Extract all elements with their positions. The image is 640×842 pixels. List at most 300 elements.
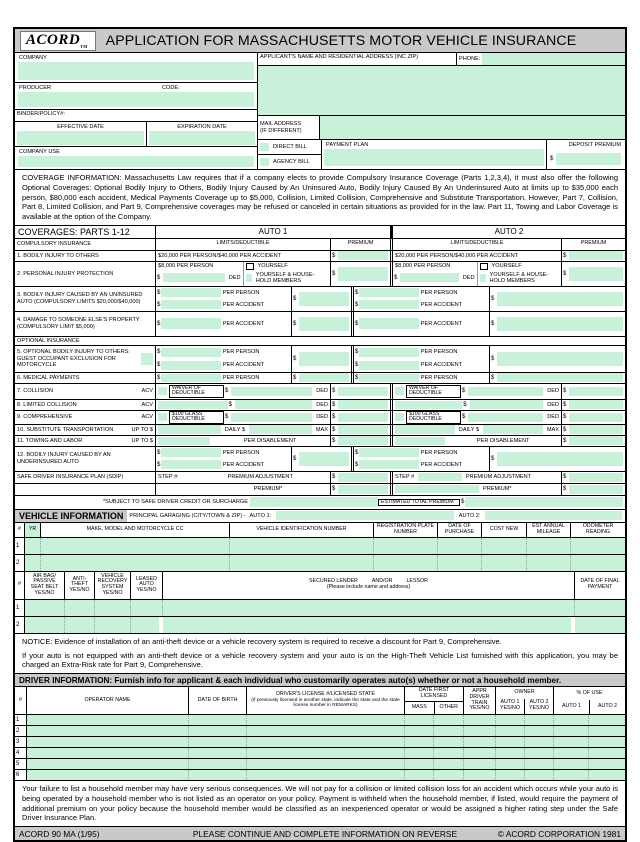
driver1-name-field[interactable] xyxy=(27,715,189,725)
dollar-sign: $ xyxy=(157,349,161,356)
dollar-sign: $ xyxy=(332,474,336,481)
vehicle1-year-field[interactable] xyxy=(25,538,41,554)
deposit-premium-label: DEPOSIT PREMIUM xyxy=(568,142,621,148)
vehicle1-odometer-field[interactable] xyxy=(571,538,625,554)
owner-auto1-label: AUTO 1 xyxy=(500,699,520,706)
auto2-total-premium-field[interactable] xyxy=(569,485,623,494)
sdip-auto2-adjustment-field[interactable] xyxy=(569,473,623,482)
part6-auto1-premium-field[interactable] xyxy=(299,373,349,382)
driver4-use-auto2-field[interactable] xyxy=(589,748,625,758)
part1-label: 1. BODILY INJURY TO OTHERS xyxy=(15,251,156,261)
part7-auto1-premium-field[interactable] xyxy=(338,387,388,396)
driver1-owner-auto2-field[interactable] xyxy=(525,715,554,725)
part12-label: 12. BODILY INJURY CAUSED BY AN UNDERINSURED AUTO xyxy=(15,447,156,471)
driver-information-section xyxy=(15,674,625,826)
part5-motorcycle-checkbox[interactable] xyxy=(141,353,153,365)
dollar-sign: $ xyxy=(355,320,359,327)
part12-auto2-premium-field[interactable] xyxy=(497,452,623,466)
vehicle2-anti-theft-field[interactable] xyxy=(65,617,95,633)
dollar-sign: $ xyxy=(157,362,161,369)
owner-header: OWNER xyxy=(514,688,535,695)
auto2-premium-header: PREMIUM xyxy=(580,240,607,247)
driver5-mass-field[interactable] xyxy=(405,759,434,769)
part12-auto1-peraccident-field[interactable] xyxy=(161,460,220,469)
part6-auto2-premium-field[interactable] xyxy=(497,373,623,382)
driver1-mass-field[interactable] xyxy=(405,715,434,725)
dollar-sign: $ xyxy=(563,388,567,395)
auto2-premium-star-field[interactable] xyxy=(395,485,479,493)
owner-auto2-header xyxy=(525,699,553,714)
optional-insurance-label: OPTIONAL INSURANCE xyxy=(15,337,625,346)
waiver-of-deductible-box[interactable]: WAIVER OF DEDUCTIBLE xyxy=(406,385,461,398)
expiration-date-field[interactable] xyxy=(149,131,255,145)
birth-date-header: DATE OF BIRTH xyxy=(189,687,247,714)
part8-auto2-deductible-field[interactable] xyxy=(470,400,544,409)
auto2-limits-header: LIMITS/DEDUCTIBLE xyxy=(390,239,562,250)
driver5-training-field[interactable] xyxy=(464,759,496,769)
part9-auto2-premium-field[interactable] xyxy=(569,413,623,422)
vehicle1-vin-field[interactable] xyxy=(230,538,374,554)
acv-label: ACV xyxy=(141,388,153,395)
part4-auto1-premium-field[interactable] xyxy=(299,317,349,331)
driver3-mass-field[interactable] xyxy=(405,737,434,747)
per-person-label: PER PERSON xyxy=(222,289,260,296)
driver1-dob-field[interactable] xyxy=(189,715,247,725)
sdip-auto2-step-label: STEP # xyxy=(395,474,415,481)
part1-auto2-premium-field[interactable] xyxy=(569,251,623,260)
part7-auto2-deductible-field[interactable] xyxy=(468,387,543,396)
ded-label: DED xyxy=(462,274,475,281)
coverages-table xyxy=(15,226,625,510)
phone-field[interactable] xyxy=(482,53,625,65)
part7-auto1-checkbox[interactable] xyxy=(158,387,167,395)
household-member-warning: Your failure to list a household member may have very serious consequences. We will not pay for a collision or limited collision loss for an accident which occurs while your auto is being operated by a household member who is not listed as an operator on your policy. Payment is withheld when the household member, if listed, would require the payment of additional premium on your policy because the household member would be classified as an inexperienced operator or would be assigned a higher rating step under the Safe Driver Insurance Plan. xyxy=(22,784,618,823)
part11-auto2-premium-field[interactable] xyxy=(569,436,623,445)
driver1-license-field[interactable] xyxy=(247,715,405,725)
part7-auto2-checkbox[interactable] xyxy=(395,387,404,395)
driver4-owner-auto2-field[interactable] xyxy=(525,748,554,758)
part8-auto1-deductible-field[interactable] xyxy=(235,400,312,409)
direct-bill-label: DIRECT BILL xyxy=(273,143,307,150)
driver4-other-field[interactable] xyxy=(434,748,464,758)
vehicle-make-header: MAKE, MODEL AND MOTORCYCLE CC xyxy=(41,523,230,537)
driver3-use-auto2-field[interactable] xyxy=(589,737,625,747)
driver-row-number: 1 xyxy=(15,715,27,725)
payment-plan-field[interactable] xyxy=(324,149,544,166)
driver2-training-field[interactable] xyxy=(464,726,496,736)
part3-auto2-perperson-field[interactable] xyxy=(359,288,418,297)
direct-bill-checkbox[interactable] xyxy=(260,143,269,151)
sdip-label: SAFE DRIVER INSURANCE PLAN (SDIP) xyxy=(15,472,156,483)
part4-auto2-peraccident-field[interactable] xyxy=(359,318,418,329)
driver2-dob-field[interactable] xyxy=(189,726,247,736)
per-person-label: PER PERSON xyxy=(222,349,260,356)
per-person-label: PER PERSON xyxy=(222,449,260,456)
vehicle-information-section xyxy=(15,510,625,674)
dollar-sign: $ xyxy=(355,362,359,369)
driver4-use-auto1-field[interactable] xyxy=(554,748,589,758)
max-label: MAX xyxy=(546,426,560,433)
driver-row-number: 5 xyxy=(15,759,27,769)
driver1-use-auto2-field[interactable] xyxy=(589,715,625,725)
dollar-sign: $ xyxy=(332,414,336,421)
part12-auto2-perperson-field[interactable] xyxy=(359,448,418,457)
driver2-use-auto1-field[interactable] xyxy=(554,726,589,736)
coverages-title: COVERAGES: PARTS 1-12 xyxy=(15,226,156,238)
part8-auto2-field[interactable] xyxy=(395,401,462,409)
sdip-auto2-step-field[interactable] xyxy=(418,473,462,481)
part6-auto1-perperson-field[interactable] xyxy=(161,374,220,382)
vehicle1-airbag-field[interactable] xyxy=(25,600,65,616)
dollar-sign: $ xyxy=(157,461,161,468)
waiver-of-deductible-box[interactable]: WAIVER OF DEDUCTIBLE xyxy=(169,385,224,398)
dollar-sign: $ xyxy=(355,461,359,468)
part9-auto1-deductible-field[interactable] xyxy=(231,413,312,422)
part10-auto2-max-field[interactable] xyxy=(483,425,543,434)
driver1-training-field[interactable] xyxy=(464,715,496,725)
part11-auto2-field[interactable] xyxy=(395,437,445,445)
driver3-use-auto1-field[interactable] xyxy=(554,737,589,747)
part12-auto2-peraccident-field[interactable] xyxy=(359,460,418,469)
dollar-sign: $ xyxy=(563,401,567,408)
garaging-auto2-field[interactable] xyxy=(485,511,622,520)
part5-auto2-perperson-field[interactable] xyxy=(359,348,418,357)
driver3-dob-field[interactable] xyxy=(189,737,247,747)
dollar-sign: $ xyxy=(563,486,567,493)
effective-date-field[interactable] xyxy=(17,131,144,145)
part7-auto2-premium-field[interactable] xyxy=(569,387,623,396)
part7-auto1-deductible-field[interactable] xyxy=(231,387,312,396)
driver3-owner-auto1-field[interactable] xyxy=(496,737,525,747)
ded-label: DED xyxy=(228,274,241,281)
sdip-auto1-adjustment-field[interactable] xyxy=(338,473,388,482)
part10-auto1-daily-field[interactable] xyxy=(158,425,221,434)
driver1-other-field[interactable] xyxy=(434,715,464,725)
dollar-sign: $ xyxy=(332,437,336,444)
part2-auto1-deductible-field[interactable] xyxy=(163,273,224,282)
vehicle2-vin-field[interactable] xyxy=(230,555,374,571)
part1-auto1-limits: $20,000 PER PERSON/$40,000 PER ACCIDENT xyxy=(156,251,331,261)
coverage-information-paragraph: COVERAGE INFORMATION: Massachusetts Law requires that if a company elects to provide Compulsory Insurance Coverage (Parts 1,2,3,4), it must also offer the following Optional Coverages: Optional Bodily Injury to Others, Bodily Injury Caused by An Uninsured Auto, Bodily Injury Caused By An Underinsured Auto at limits up to $35,000 each person, $80,000 each accident, Medical Payments Coverage up to $5,000, Collision, Limited Collision, Comprehensive and Substitute Transportation. However, Part 7, Collision, Part 8, Limited Collision, and Part 9, Comprehensive coverages may be refused or canceled in certain situations as provided for in the law. Part 11, Towing and Labor Coverage is available at the option of the Company. xyxy=(15,170,625,226)
driver3-other-field[interactable] xyxy=(434,737,464,747)
vehicle1-anti-theft-field[interactable] xyxy=(65,600,95,616)
driver4-name-field[interactable] xyxy=(27,748,189,758)
driver5-name-field[interactable] xyxy=(27,759,189,769)
part10-auto2-premium-field[interactable] xyxy=(569,425,623,434)
part5-auto2-premium-field[interactable] xyxy=(497,352,623,366)
vehicle-mileage-header: EST ANNUAL MILEAGE xyxy=(527,523,571,537)
mail-address-label-line1: MAIL ADDRESS xyxy=(260,121,302,128)
vehicle2-final-payment-field[interactable] xyxy=(575,617,625,633)
part2-auto2-deductible-field[interactable] xyxy=(400,273,458,282)
part5-auto1-perperson-field[interactable] xyxy=(161,348,220,357)
dollar-sign: $ xyxy=(332,486,336,493)
part12-auto1-perperson-field[interactable] xyxy=(161,448,220,457)
dollar-sign: $ xyxy=(332,270,336,277)
driver-row-number: 4 xyxy=(15,748,27,758)
part2-auto1-yourself-checkbox[interactable] xyxy=(246,263,254,270)
driver4-owner-auto1-field[interactable] xyxy=(496,748,525,758)
driver-row-number: 3 xyxy=(15,737,27,747)
vehicle2-make-field[interactable] xyxy=(41,555,230,571)
premium-adjustment-label: PREMIUM ADJUSTMENT xyxy=(465,474,532,481)
vehicle-purchase-date-header: DATE OF PURCHASE xyxy=(438,523,482,537)
dollar-sign: $ xyxy=(462,414,466,421)
part2-auto2-8000-label: $8,000 PER PERSON xyxy=(395,262,451,269)
household-label: YOURSELF & HOUSE-HOLD MEMBERS xyxy=(255,271,315,285)
part12-auto1-premium-field[interactable] xyxy=(299,452,349,466)
anti-theft-notice: NOTICE: Evidence of installation of an anti-theft device or a vehicle recovery system is required to receive a discount for Part 9, Comprehensive. xyxy=(22,636,502,646)
driver5-license-field[interactable] xyxy=(247,759,405,769)
per-person-label: PER PERSON xyxy=(420,289,458,296)
auto1-total-premium-field[interactable] xyxy=(338,485,388,494)
deposit-premium-dollar: $ xyxy=(550,155,554,162)
glass-deductible-box[interactable]: $100 GLASS DEDUCTIBLE xyxy=(169,411,224,424)
vehicle2-cost-new-field[interactable] xyxy=(482,555,527,571)
vehicle1-cost-new-field[interactable] xyxy=(482,538,527,554)
subject-safe-driver-label: *SUBJECT TO SAFE DRIVER CREDIT OR SURCHARGE xyxy=(102,499,248,506)
driver5-owner-auto2-field[interactable] xyxy=(525,759,554,769)
form-title-bar xyxy=(15,29,625,53)
agency-bill-checkbox[interactable] xyxy=(260,158,269,166)
dollar-sign: $ xyxy=(563,414,567,421)
vehicle2-recovery-field[interactable] xyxy=(95,617,131,633)
applicant-name-address-field[interactable] xyxy=(258,66,625,116)
per-accident-label: PER ACCIDENT xyxy=(420,301,463,308)
dollar-sign: $ xyxy=(293,355,297,362)
driver6-license-field[interactable] xyxy=(247,770,405,780)
safe-driver-credit-field[interactable] xyxy=(250,497,378,507)
up-to-label: UP TO $ xyxy=(131,437,153,444)
part4-auto2-premium-field[interactable] xyxy=(497,317,623,331)
recovery-system-header: VEHICLE RECOVERY SYSTEM YES/NO xyxy=(95,572,131,599)
mail-address-field[interactable] xyxy=(320,116,625,139)
vehicle2-mileage-field[interactable] xyxy=(527,555,571,571)
driver5-owner-auto1-field[interactable] xyxy=(496,759,525,769)
part5-auto1-peraccident-field[interactable] xyxy=(161,361,220,370)
up-to-label: UP TO $ xyxy=(131,426,153,433)
auto1-limits-header: LIMITS/DEDUCTIBLE xyxy=(156,239,331,250)
driver2-owner-auto2-field[interactable] xyxy=(525,726,554,736)
driver2-name-field[interactable] xyxy=(27,726,189,736)
auto1-premium-header: PREMIUM xyxy=(347,240,374,247)
driver2-owner-auto1-field[interactable] xyxy=(496,726,525,736)
final-payment-header: DATE OF FINAL PAYMENT xyxy=(580,578,620,591)
part6-auto2-perperson-field[interactable] xyxy=(359,374,418,382)
acord-ma-auto-application-form xyxy=(13,27,627,842)
driver4-license-field[interactable] xyxy=(247,748,405,758)
part2-auto2-premium-field[interactable] xyxy=(569,267,623,281)
driver5-dob-field[interactable] xyxy=(189,759,247,769)
per-accident-label: PER ACCIDENT xyxy=(420,320,463,327)
driver3-license-field[interactable] xyxy=(247,737,405,747)
vehicle1-lender-field[interactable] xyxy=(163,600,575,616)
driver5-use-auto2-field[interactable] xyxy=(589,759,625,769)
phone-label: PHONE: xyxy=(459,56,481,62)
lessor-header: LESSOR xyxy=(406,578,428,585)
glass-deductible-box[interactable]: $100 GLASS DEDUCTIBLE xyxy=(406,411,461,424)
company-use-field[interactable] xyxy=(18,156,254,167)
part2-auto1-premium-field[interactable] xyxy=(338,267,388,281)
dollar-sign: $ xyxy=(157,289,161,296)
form-footer xyxy=(15,826,625,840)
dollar-sign: $ xyxy=(157,320,161,327)
per-accident-label: PER ACCIDENT xyxy=(420,362,463,369)
per-person-label: PER PERSON xyxy=(420,449,458,456)
and-or-label: AND/OR xyxy=(371,578,393,585)
dollar-sign: $ xyxy=(157,374,161,381)
dollar-sign: $ xyxy=(563,426,567,433)
deposit-premium-field[interactable] xyxy=(556,153,621,165)
vehicle-number-header: # xyxy=(15,523,25,537)
driver2-use-auto2-field[interactable] xyxy=(589,726,625,736)
vehicle1-mileage-field[interactable] xyxy=(527,538,571,554)
part3-auto2-premium-field[interactable] xyxy=(497,292,623,306)
driver3-name-field[interactable] xyxy=(27,737,189,747)
part9-auto1-premium-field[interactable] xyxy=(338,413,388,422)
vehicle-information-title: VEHICLE INFORMATION xyxy=(15,510,127,522)
part2-auto2-yourself-checkbox[interactable] xyxy=(480,263,488,270)
vehicle2-plate-field[interactable] xyxy=(374,555,438,571)
owner-auto2-label: AUTO 2 xyxy=(529,699,549,706)
driver1-use-auto1-field[interactable] xyxy=(554,715,589,725)
garaging-auto1-field[interactable] xyxy=(276,511,454,520)
continue-on-reverse-note: PLEASE CONTINUE AND COMPLETE INFORMATION ON REVERSE xyxy=(192,828,458,839)
airbag-header: AIR BAG/ PASSIVE SEAT BELT YES/NO xyxy=(25,572,65,599)
part5-auto2-peraccident-field[interactable] xyxy=(359,361,418,370)
vehicle-number-header: # xyxy=(15,572,25,599)
dollar-sign: $ xyxy=(228,401,232,408)
driver6-mass-field[interactable] xyxy=(405,770,434,780)
dollar-sign: $ xyxy=(225,388,229,395)
dollar-sign: $ xyxy=(491,355,495,362)
driver6-use-auto1-field[interactable] xyxy=(554,770,589,780)
high-theft-notice: If your auto is not equipped with an anti-theft device or a vehicle recovery system and your auto is on the High-Theft Vehicle List furnished with this application, you may be charged an Extra-Risk rate for Part 9, Comprehensive. xyxy=(22,650,618,670)
part10-auto1-premium-field[interactable] xyxy=(338,425,388,434)
premium-adjustment-label: PREMIUM ADJUSTMENT xyxy=(227,474,293,481)
estimated-total-premium-field[interactable] xyxy=(465,497,623,507)
part3-auto1-premium-field[interactable] xyxy=(299,292,349,306)
producer-code-label: CODE: xyxy=(162,85,180,91)
part10-auto2-daily-field[interactable] xyxy=(395,425,455,434)
part8-auto1-premium-field[interactable] xyxy=(338,400,388,409)
dollar-sign: $ xyxy=(563,270,567,277)
part11-auto1-premium-field[interactable] xyxy=(338,436,388,445)
driver2-license-field[interactable] xyxy=(247,726,405,736)
company-field[interactable] xyxy=(18,62,254,80)
mail-address-label-line2: (IF DIFFERENT) xyxy=(260,127,302,134)
policy-header-section xyxy=(15,53,625,170)
estimated-total-premium-label: ESTIMATED TOTAL PREMIUM xyxy=(378,499,460,506)
principal-garaging-label: PRINCIPAL GARAGING (CITY/TOWN & ZIP) - xyxy=(129,512,246,519)
vehicle-row-number: 2 xyxy=(15,617,25,633)
dollar-sign: $ xyxy=(332,426,336,433)
dollar-sign: $ xyxy=(332,252,336,259)
dollar-sign: $ xyxy=(563,437,567,444)
vehicle1-recovery-field[interactable] xyxy=(95,600,131,616)
driver6-training-field[interactable] xyxy=(464,770,496,780)
per-person-label: PER PERSON xyxy=(222,374,260,381)
part8-auto1-field[interactable] xyxy=(158,401,228,409)
driver6-use-auto2-field[interactable] xyxy=(589,770,625,780)
driver2-mass-field[interactable] xyxy=(405,726,434,736)
driver6-name-field[interactable] xyxy=(27,770,189,780)
vehicle1-final-payment-field[interactable] xyxy=(575,600,625,616)
dollar-sign: $ xyxy=(394,274,398,281)
vehicle-year-header: YR xyxy=(25,523,41,537)
driver6-other-field[interactable] xyxy=(434,770,464,780)
part4-auto1-peraccident-field[interactable] xyxy=(161,318,220,329)
part5-auto1-premium-field[interactable] xyxy=(299,352,349,366)
producer-label: PRODUCER xyxy=(19,85,52,91)
part9-auto2-deductible-field[interactable] xyxy=(468,413,543,422)
part6-label: 6. MEDICAL PAYMENTS xyxy=(15,373,156,383)
leased-auto-header: LEASED AUTO YES/NO xyxy=(131,572,163,599)
vehicle1-make-field[interactable] xyxy=(41,538,230,554)
per-disablement-label: PER DISABLEMENT xyxy=(243,437,297,444)
driver4-mass-field[interactable] xyxy=(405,748,434,758)
part10-label: 10. SUBSTITUTE TRANSPORTATION xyxy=(17,426,114,433)
vehicle2-year-field[interactable] xyxy=(25,555,41,571)
percent-of-use-header: % OF USE xyxy=(576,689,603,696)
part9-auto2-checkbox[interactable] xyxy=(395,413,404,421)
part9-auto1-checkbox[interactable] xyxy=(158,413,167,421)
driver6-owner-auto1-field[interactable] xyxy=(496,770,525,780)
vehicle2-odometer-field[interactable] xyxy=(571,555,625,571)
driver6-owner-auto2-field[interactable] xyxy=(525,770,554,780)
driver1-owner-auto1-field[interactable] xyxy=(496,715,525,725)
part3-auto2-peraccident-field[interactable] xyxy=(359,300,418,309)
mass-header: MASS xyxy=(405,702,435,714)
driver4-dob-field[interactable] xyxy=(189,748,247,758)
lender-subnote: (Please include name and address) xyxy=(326,584,411,591)
per-person-label: PER PERSON xyxy=(420,374,458,381)
vehicle2-lender-field[interactable] xyxy=(163,617,575,633)
producer-field[interactable] xyxy=(18,92,254,107)
ded-label: DED xyxy=(547,388,559,395)
part1-auto1-premium-field[interactable] xyxy=(338,251,388,260)
part10-auto1-max-field[interactable] xyxy=(249,425,312,434)
part8-auto2-premium-field[interactable] xyxy=(569,400,623,409)
part11-auto1-field[interactable] xyxy=(158,437,210,445)
ded-label: DED xyxy=(547,414,559,421)
driver4-training-field[interactable] xyxy=(464,748,496,758)
daily-label: DAILY $ xyxy=(458,426,480,433)
driver2-other-field[interactable] xyxy=(434,726,464,736)
driver5-use-auto1-field[interactable] xyxy=(554,759,589,769)
part3-auto1-peraccident-field[interactable] xyxy=(161,300,220,309)
vehicle-row-number: 1 xyxy=(15,600,25,616)
company-producer-column xyxy=(15,53,258,169)
part3-auto1-perperson-field[interactable] xyxy=(161,288,220,297)
vehicle2-leased-field[interactable] xyxy=(131,617,163,633)
vehicle-cost-new-header: COST NEW xyxy=(482,523,527,537)
vehicle2-airbag-field[interactable] xyxy=(25,617,65,633)
driver3-owner-auto2-field[interactable] xyxy=(525,737,554,747)
part2-auto2-household-checkbox[interactable] xyxy=(480,274,486,282)
secured-lender-header: SECURED LENDER xyxy=(309,578,358,585)
driver3-training-field[interactable] xyxy=(464,737,496,747)
driver5-other-field[interactable] xyxy=(434,759,464,769)
vehicle1-plate-field[interactable] xyxy=(374,538,438,554)
part2-auto1-household-checkbox[interactable] xyxy=(246,274,252,282)
per-accident-label: PER ACCIDENT xyxy=(222,461,265,468)
dollar-sign: $ xyxy=(332,401,336,408)
driver6-dob-field[interactable] xyxy=(189,770,247,780)
vehicle1-purchase-date-field[interactable] xyxy=(438,538,482,554)
vehicle1-leased-field[interactable] xyxy=(131,600,163,616)
vehicle2-purchase-date-field[interactable] xyxy=(438,555,482,571)
